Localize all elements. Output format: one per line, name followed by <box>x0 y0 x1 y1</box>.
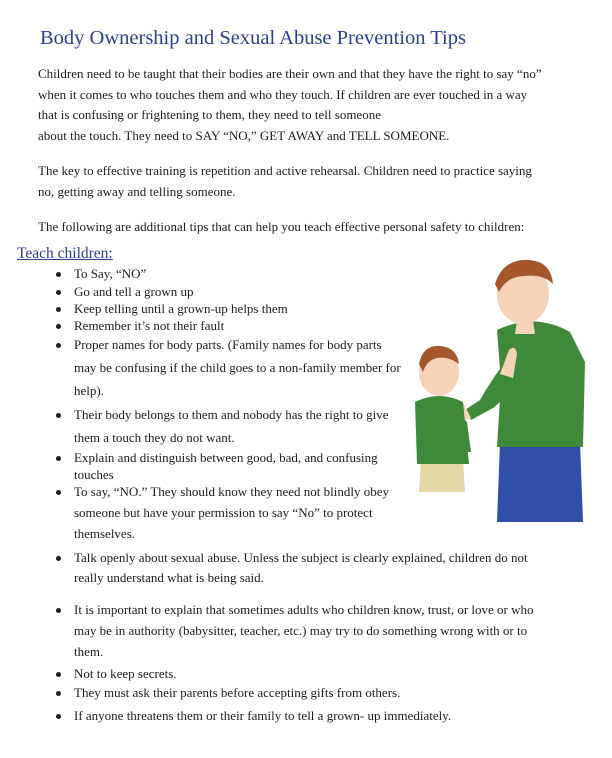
tip-text-line: Keep telling until a grown-up helps them <box>74 301 288 316</box>
tip-text-line: them a touch they do not want. <box>74 430 235 445</box>
tip-item <box>56 300 288 318</box>
bullet-dot-icon <box>56 290 61 295</box>
tip-item <box>56 283 194 301</box>
tip-text-line: To Say, “NO” <box>74 266 147 281</box>
tip-item <box>56 333 401 402</box>
tip-text-line: may be in authority (babysitter, teacher, etc.) may try to do something wrong with or to <box>74 623 528 638</box>
page-title: Body Ownership and Sexual Abuse Prevention Tips <box>40 27 466 49</box>
tip-item <box>56 265 147 283</box>
bullet-dot-icon <box>56 556 61 561</box>
bullet-dot-icon <box>56 456 61 461</box>
tip-text-line: really understand what is being said. <box>74 570 264 585</box>
bullet-dot-icon <box>56 324 61 329</box>
tip-text-line: Proper names for body parts. (Family names for body parts <box>74 337 382 352</box>
tip-text-line: may be confusing if the child goes to a non-family member for <box>74 360 401 375</box>
tip-item <box>56 707 452 725</box>
tip-item <box>56 403 389 449</box>
tip-item <box>56 599 534 662</box>
bullet-dot-icon <box>56 490 61 495</box>
adult-pants <box>497 442 583 522</box>
tip-text-line: Explain and distinguish between good, bad, and confusing <box>74 450 378 465</box>
adult-neck <box>515 320 535 334</box>
tip-text-line: Remember it’s not their fault <box>74 318 225 333</box>
bullet-dot-icon <box>56 272 61 277</box>
tip-text-line: It is important to explain that sometimes adults who children know, trust, or love or who <box>74 602 534 617</box>
tip-item <box>56 481 390 544</box>
bullet-dot-icon <box>56 691 61 696</box>
child-shorts <box>419 460 465 492</box>
tip-text-line: touches <box>74 467 114 482</box>
bullet-dot-icon <box>56 413 61 418</box>
tip-text-line: someone but have your permission to say “No” to protect <box>74 505 373 520</box>
tip-text-line: Their body belongs to them and nobody has the right to give <box>74 407 389 422</box>
tip-text-line: themselves. <box>74 526 136 541</box>
bullet-dot-icon <box>56 608 61 613</box>
tip-text-line: To say, “NO.” They should know they need not blindly obey <box>74 484 390 499</box>
following-line: The following are additional tips that can help you teach effective personal safety to children: <box>38 219 525 234</box>
bullet-dot-icon <box>56 672 61 677</box>
key-line: The key to effective training is repetition and active rehearsal. Children need to practice saying <box>38 163 532 178</box>
bullet-dot-icon <box>56 714 61 719</box>
bullet-dot-icon <box>56 343 61 348</box>
tip-text-line: Not to keep secrets. <box>74 666 177 681</box>
tip-item <box>56 665 177 683</box>
intro-line: about the touch. They need to SAY “NO,” GET AWAY and TELL SOMEONE. <box>38 127 450 143</box>
tip-item <box>56 548 528 588</box>
tip-item <box>56 449 378 483</box>
intro-line: Children need to be taught that their bodies are their own and that they have the right to say “no” <box>38 66 542 81</box>
intro-line: when it comes to who touches them and who they touch. If children are ever touched in a way <box>38 86 528 102</box>
tip-text-line: help). <box>74 383 104 398</box>
tip-text-line: If anyone threatens them or their family to tell a grown- up immediately. <box>74 708 452 723</box>
teach-children-heading: Teach children: <box>17 245 113 262</box>
tip-item <box>56 684 401 702</box>
tip-text-line: They must ask their parents before accepting gifts from others. <box>74 685 401 700</box>
adult-and-child-illustration <box>405 252 595 522</box>
tip-text-line: Go and tell a grown up <box>74 284 194 299</box>
intro-line: that is confusing or frightening to them, they need to tell someone <box>38 107 381 122</box>
tip-text-line: them. <box>74 644 104 659</box>
bullet-dot-icon <box>56 307 61 312</box>
key-line: no, getting away and telling someone. <box>38 183 236 199</box>
tip-text-line: Talk openly about sexual abuse. Unless the subject is clearly explained, children do not <box>74 550 528 565</box>
